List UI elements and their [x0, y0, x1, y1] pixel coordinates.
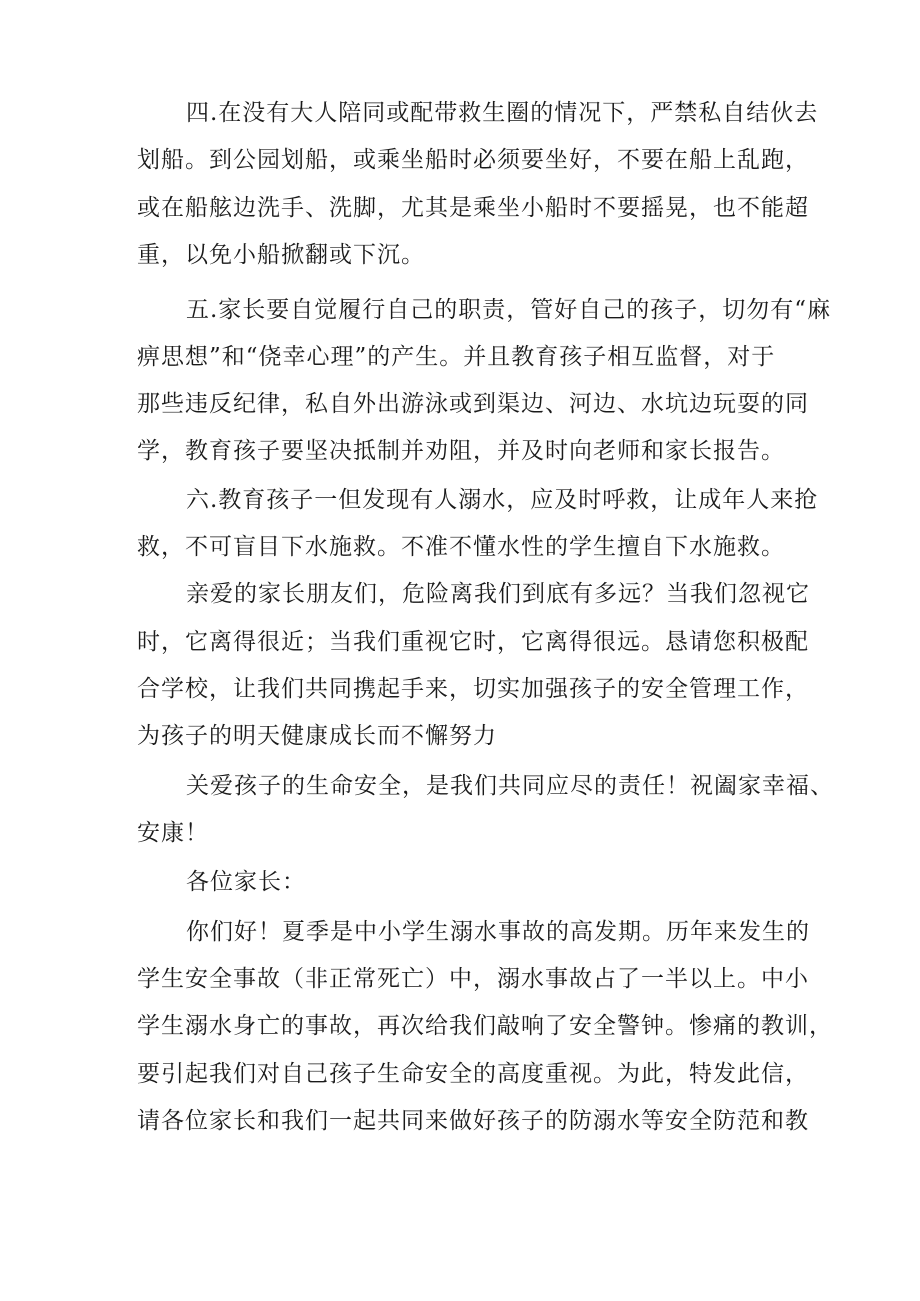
text-line: 痹思想”和“侥幸心理”的产生。并且教育孩子相互监督，对于 [137, 344, 776, 370]
text-line: 重，以免小船掀翻或下沉。 [137, 242, 425, 268]
text-line: 关爱孩子的生命安全，是我们共同应尽的责任！祝阖家幸福、 [186, 773, 834, 799]
text-line: 五.家长要自觉履行自己的职责，管好自己的孩子，切勿有“麻 [186, 297, 832, 323]
text-line: 请各位家长和我们一起共同来做好孩子的防溺水等安全防范和教 [137, 1108, 809, 1134]
text-line: 为孩子的明天健康成长而不懈努力 [137, 723, 497, 749]
text-line: 学，教育孩子要坚决抵制并劝阻，并及时向老师和家长报告。 [137, 438, 785, 464]
text-line: 学生溺水身亡的事故，再次给我们敲响了安全警钟。惨痛的教训， [137, 1013, 833, 1039]
text-line: 要引起我们对自己孩子生命安全的高度重视。为此，特发此信， [137, 1061, 809, 1087]
text-line: 时，它离得很近；当我们重视它时，它离得很远。恳请您积极配 [137, 629, 809, 655]
text-line: 救，不可盲目下水施救。不准不懂水性的学生擅自下水施救。 [137, 534, 785, 560]
text-line: 学生安全事故（非正常死亡）中，溺水事故占了一半以上。中小 [137, 966, 809, 992]
text-line: 或在船舷边洗手、洗脚，尤其是乘坐小船时不要摇晃，也不能超 [137, 195, 809, 221]
text-line: 安康！ [137, 820, 209, 846]
text-line: 四.在没有大人陪同或配带救生圈的情况下，严禁私自结伙去 [186, 100, 819, 126]
text-line: 亲爱的家长朋友们，危险离我们到底有多远？当我们忽视它 [186, 581, 810, 607]
text-line: 六.教育孩子一但发现有人溺水，应及时呼救，让成年人来抢 [186, 487, 819, 513]
text-line: 你们好！夏季是中小学生溺水事故的高发期。历年来发生的 [186, 919, 810, 945]
text-line: 各位家长： [186, 869, 306, 895]
text-line: 合学校，让我们共同携起手来，切实加强孩子的安全管理工作， [137, 676, 809, 702]
text-line: 那些违反纪律，私自外出游泳或到渠边、河边、水坑边玩耍的同 [137, 391, 809, 417]
text-line: 划船。到公园划船，或乘坐船时必须要坐好，不要在船上乱跑， [137, 147, 809, 173]
